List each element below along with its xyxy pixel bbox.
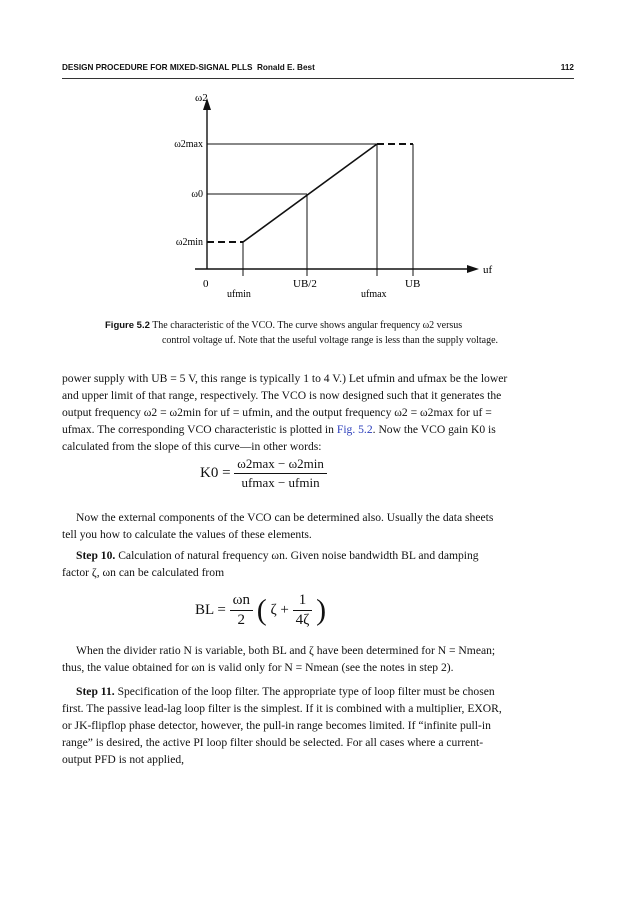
paragraph-divider-ratio: When the divider ratio N is variable, both BL and ζ have been determined for N = Nmean; thus, the value obtained for ωn is valid only for N = Nmean (see the notes in step 2). bbox=[62, 644, 496, 674]
tick-ufmin: ufmin bbox=[227, 289, 251, 300]
header-author: Ronald E. Best bbox=[257, 63, 315, 72]
y-axis-label: ω2 bbox=[195, 92, 208, 104]
running-header bbox=[62, 63, 574, 77]
x-axis-arrow bbox=[467, 265, 479, 273]
caption-label: Figure 5.2 bbox=[105, 320, 150, 331]
equation-noise-bandwidth: BL = $\frac{\omega n}{2}$ ( ζ + $\frac{1}{4\zeta}$ ) bbox=[195, 592, 327, 628]
vco-characteristic-line bbox=[243, 144, 377, 242]
paragraph-external-components: Now the external components of the VCO can be determined also. Usually the data sheets tell you how to calculate the values of these elements. bbox=[62, 511, 494, 541]
caption-line-1: The characteristic of the VCO. The curve shows angular frequency ω2 versus bbox=[152, 320, 463, 331]
vco-characteristic-figure bbox=[165, 86, 505, 306]
tick-omega2max: ω2max bbox=[174, 139, 203, 150]
header-rule bbox=[62, 78, 574, 79]
step-11-title: Step 11. bbox=[76, 685, 115, 698]
header-title: DESIGN PROCEDURE FOR MIXED-SIGNAL PLLS Ronald E. Best bbox=[62, 63, 315, 72]
x-axis-label: uf bbox=[483, 264, 493, 276]
equation-vco-gain: K0 = $\frac{\omega 2\max - \omega 2\min}{ufmax - ufmin}$ bbox=[200, 456, 327, 491]
tick-ufmax: ufmax bbox=[361, 289, 387, 300]
figure-caption bbox=[105, 318, 555, 348]
origin-label: 0 bbox=[203, 278, 209, 290]
tick-omega2min: ω2min bbox=[175, 237, 203, 248]
caption-line-2: control voltage uf. Note that the useful voltage range is less than the supply voltage. bbox=[161, 335, 499, 346]
figure-reference-link[interactable]: Fig. 5.2 bbox=[336, 423, 373, 436]
page-number: 112 bbox=[560, 63, 574, 72]
tick-omega0: ω0 bbox=[191, 189, 203, 200]
paragraph-vco-range: power supply with UB = 5 V, this range is typically 1 to 4 V.) Let ufmin and ufmax be the lower and upper limit of that range, respectively. The VCO is now designed such that it generates the output frequency ω2 = ω2min for uf = ufmin, and the output frequency ω2 = ω2max for uf = ufmax. The corresponding VCO characteristic is plotted in Fig. 5.2. Now the VCO gain K0 is calculated from the slope of this curve—in other words: bbox=[62, 372, 508, 453]
tick-ub-half: UB/2 bbox=[293, 278, 317, 290]
step-10-title: Step 10. bbox=[76, 549, 116, 562]
paragraph-step-11: Step 11. Specification of the loop filter. The appropriate type of loop filter must be chosen first. The passive lead-lag loop filter is the simplest. If it is combined with a multiplier, EXOR, or JK-flipflop phase detector, however, the pull-in range becomes limited. If “infinite pull-in range” is desired, the active PI loop filter should be selected. For all cases where a current- output PFD is not applied, bbox=[62, 685, 502, 766]
paragraph-step-10: Step 10. Calculation of natural frequency ωn. Given noise bandwidth BL and damping factor ζ, ωn can be calculated from bbox=[62, 549, 479, 579]
tick-ub: UB bbox=[405, 278, 421, 290]
